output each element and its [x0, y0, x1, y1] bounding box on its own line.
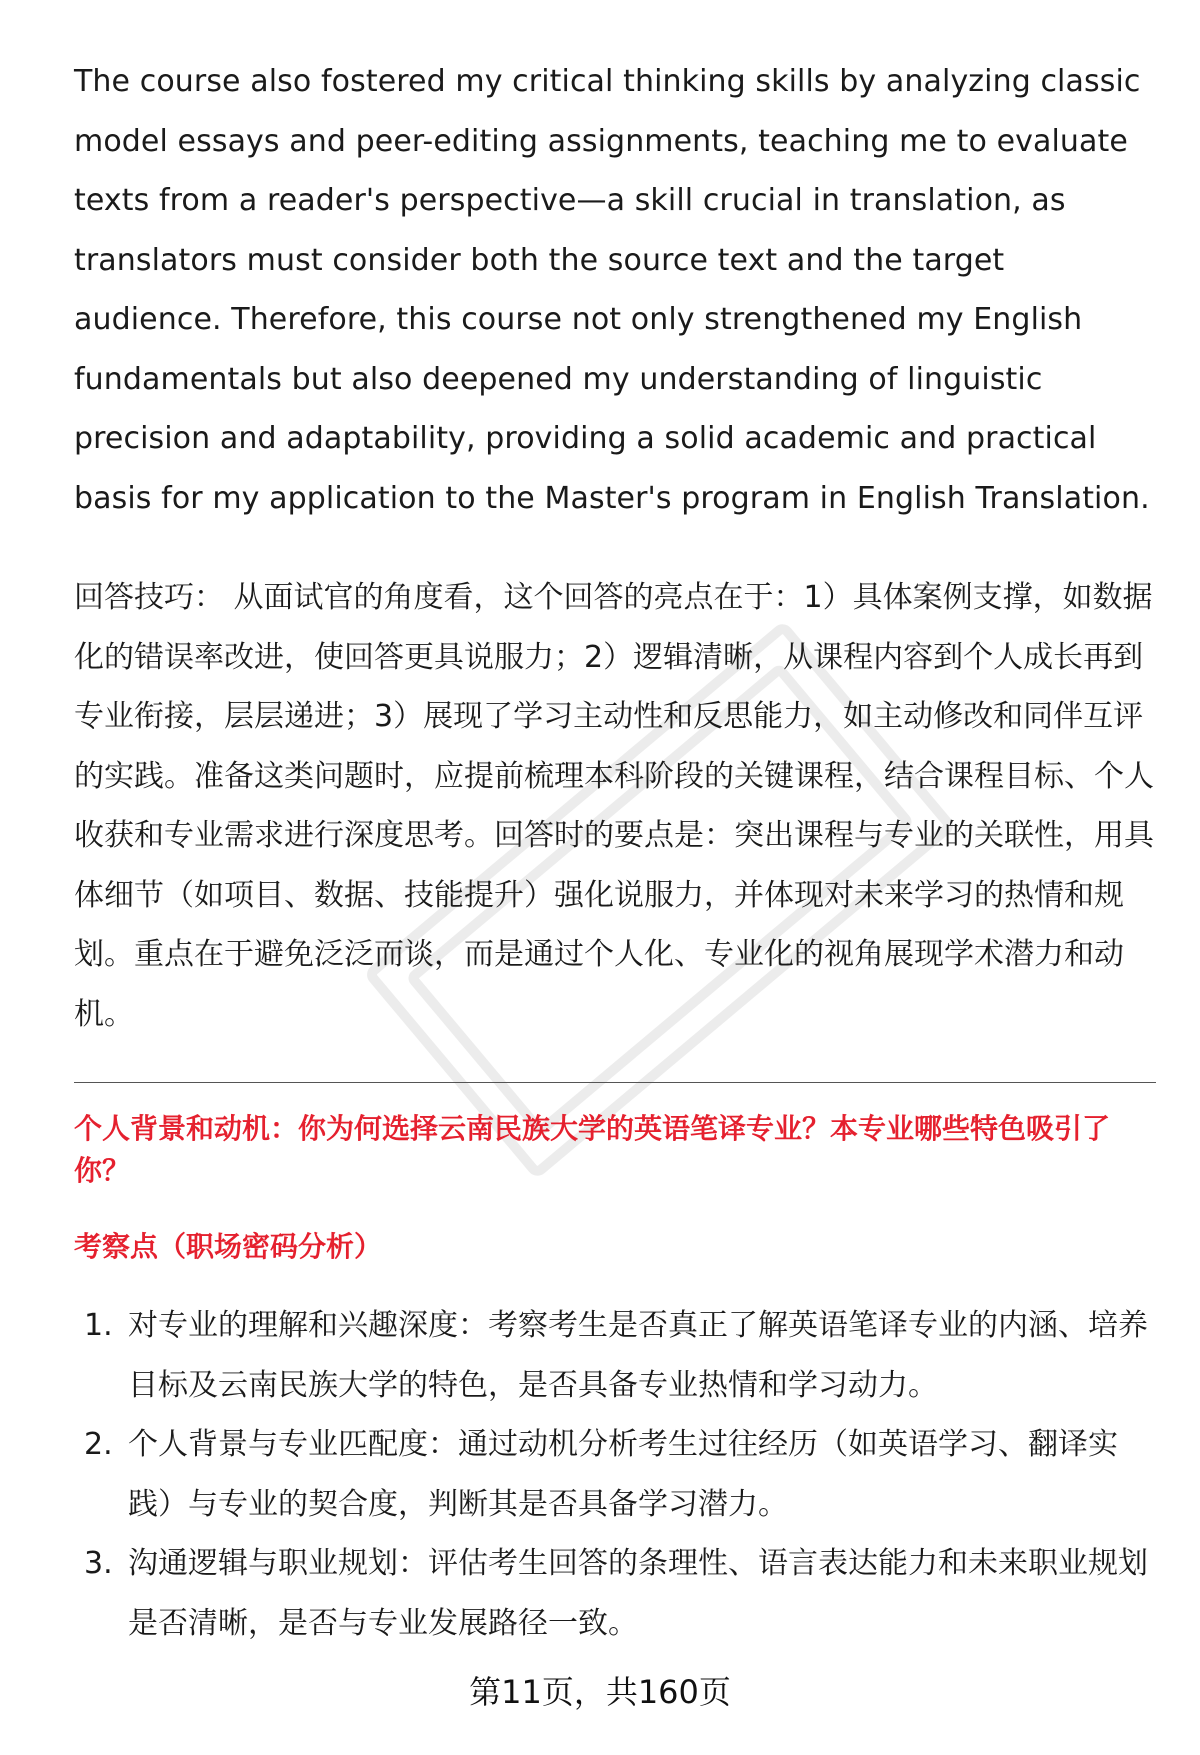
- list-item-text: 沟通逻辑与职业规划：评估考生回答的条理性、语言表达能力和未来职业规划是否清晰，是否与专业发展路径一致。: [128, 1546, 1148, 1641]
- list-item: [74, 1296, 1156, 1415]
- list-item-text: 个人背景与专业匹配度：通过动机分析考生过往经历（如英语学习、翻译实践）与专业的契合度，判断其是否具备学习潜力。: [128, 1427, 1118, 1522]
- page-footer: 第11页，共160页: [469, 1673, 731, 1711]
- page-body: [74, 52, 1156, 1044]
- tips-paragraph: 回答技巧： 从面试官的角度看，这个回答的亮点在于：1）具体案例支撑，如数据化的错误率改进，使回答更具说服力；2）逻辑清晰，从课程内容到个人成长再到专业衔接，层层递进；3）展现了学习主动性和反思能力，如主动修改和同伴互评的实践。准备这类问题时，应提前梳理本科阶段的关键课程，结合课程目标、个人收获和专业需求进行深度思考。回答时的要点是：突出课程与专业的关联性，用具体细节（如项目、数据、技能提升）强化说服力，并体现对未来学习的热情和规划。重点在于避免泛泛而谈，而是通过个人化、专业化的视角展现学术潜力和动机。: [74, 580, 1154, 1032]
- question-heading: 个人背景和动机：你为何选择云南民族大学的英语笔译专业？本专业哪些特色吸引了你？: [74, 1112, 1111, 1187]
- list-item-number: 3.: [84, 1546, 113, 1581]
- list-item-number: 2.: [84, 1427, 113, 1462]
- list-item-text: 对专业的理解和兴趣深度：考察考生是否真正了解英语笔译专业的内涵、培养目标及云南民族大学的特色，是否具备专业热情和学习动力。: [128, 1308, 1148, 1403]
- list-item-number: 1.: [84, 1308, 113, 1343]
- list-item: [74, 1415, 1156, 1534]
- english-paragraph: The course also fostered my critical thinking skills by analyzing classic model essays and peer-editing assignments, teaching me to evaluate texts from a reader's perspective—a skill crucial in translation, as translators must consider both the source text and the target audience. Therefore, this course not only strengthened my English fundamentals but also deepened my understanding of linguistic precision and adaptability, providing a solid academic and practical basis for my application to the Master's program in English Translation.: [74, 64, 1150, 516]
- assessment-points-list: [74, 1296, 1156, 1653]
- list-item: [74, 1534, 1156, 1653]
- assessment-subheading: 考察点（职场密码分析）: [74, 1230, 383, 1263]
- section-divider: [74, 1082, 1156, 1083]
